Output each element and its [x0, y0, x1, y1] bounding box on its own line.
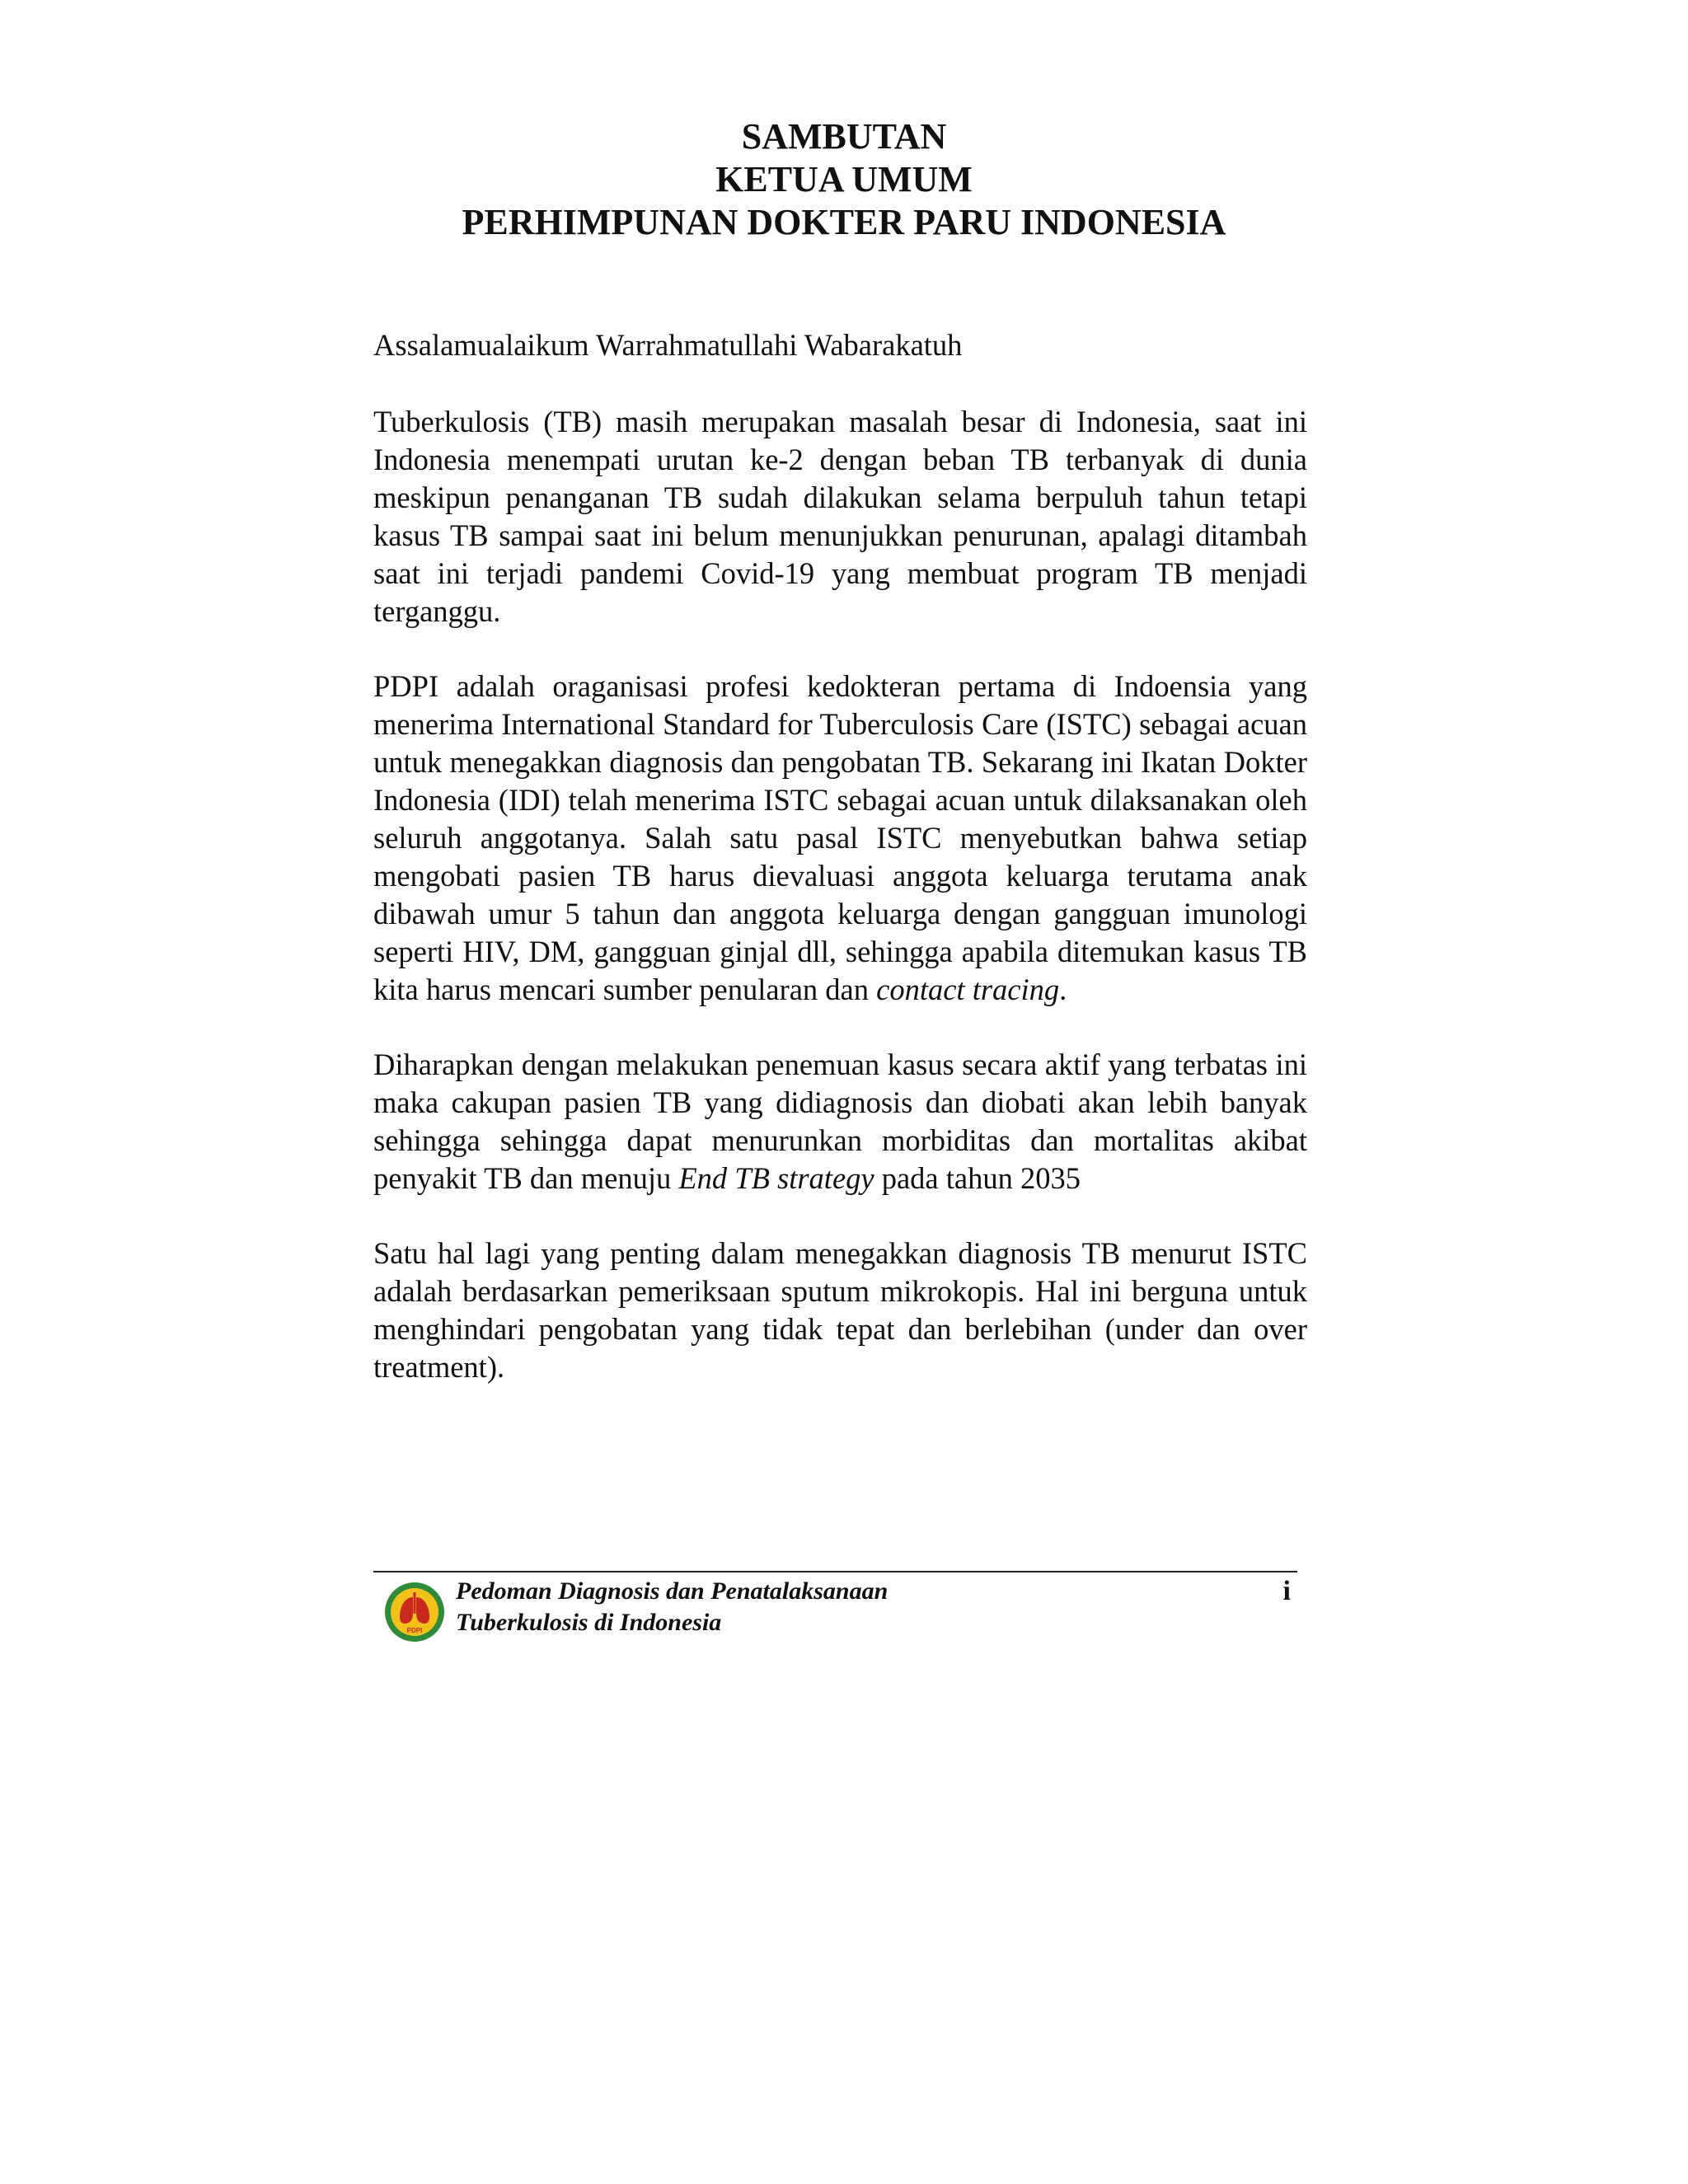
page-footer: [373, 1576, 1297, 1650]
paragraph-2-text: PDPI adalah oraganisasi profesi kedokteran pertama di Indoensia yang menerima International Standard for Tuberculosis Care (ISTC) sebagai acuan untuk menegakkan diagnosis dan pengobatan TB. Sekarang ini Ikatan Dokter Indonesia (IDI) telah menerima ISTC sebagai acuan untuk dilaksanakan oleh seluruh anggotanya. Salah satu pasal ISTC menyebutkan bahwa setiap mengobati pasien TB harus dievaluasi anggota keluarga terutama anak dibawah umur 5 tahun dan anggota keluarga dengan gangguan imunologi seperti HIV, DM, gangguan ginjal dll, sehingga apabila ditemukan kasus TB kita harus mencari sumber penularan dan: [373, 669, 1307, 1006]
title-line-1: SAMBUTAN: [741, 116, 947, 157]
title-line-3: PERHIMPUNAN DOKTER PARU INDONESIA: [462, 202, 1226, 242]
body-text: [373, 326, 1307, 1423]
paragraph-3: [373, 1046, 1307, 1197]
paragraph-1: Tuberkulosis (TB) masih merupakan masalah besar di Indonesia, saat ini Indonesia menempati urutan ke-2 dengan beban TB terbanyak di dunia meskipun penanganan TB sudah dilakukan selama berpuluh tahun tetapi kasus TB sampai saat ini belum menunjukkan penurunan, apalagi ditambah saat ini terjadi pandemi Covid-19 yang membuat program TB menjadi terganggu.: [373, 405, 1307, 628]
paragraph-2-italic: contact tracing: [876, 972, 1060, 1006]
pdpi-logo-icon: [383, 1581, 446, 1643]
footer-book-title: [456, 1576, 888, 1638]
logo-label: PDPI: [406, 1627, 423, 1634]
greeting: Assalamualaikum Warrahmatullahi Wabarakatuh: [373, 328, 963, 362]
title-line-2: KETUA UMUM: [715, 159, 973, 199]
page-number: i: [1282, 1576, 1291, 1606]
paragraph-3-end: pada tahun 2035: [874, 1161, 1081, 1195]
footer-title-line-2: Tuberkulosis di Indonesia: [456, 1609, 722, 1636]
paragraph-2: [373, 668, 1307, 1009]
footer-divider: [373, 1571, 1297, 1572]
paragraph-2-end: .: [1059, 972, 1067, 1006]
paragraph-3-italic: End TB strategy: [678, 1161, 874, 1195]
logo-trachea: [414, 1592, 416, 1614]
paragraph-3-text: Diharapkan dengan melakukan penemuan kasus secara aktif yang terbatas ini maka cakupan pasien TB yang didiagnosis dan diobati akan lebih banyak sehingga sehingga dapat menurunkan morbiditas dan mortalitas akibat penyakit TB dan menuju: [373, 1047, 1307, 1195]
paragraph-4: Satu hal lagi yang penting dalam menegakkan diagnosis TB menurut ISTC adalah berdasarkan pemeriksaan sputum mikrokopis. Hal ini berguna untuk menghindari pengobatan yang tidak tepat dan berlebihan (under dan over treatment).: [373, 1236, 1307, 1384]
footer-title-line-1: Pedoman Diagnosis dan Penatalaksanaan: [456, 1577, 889, 1605]
page-title: [0, 115, 1688, 244]
